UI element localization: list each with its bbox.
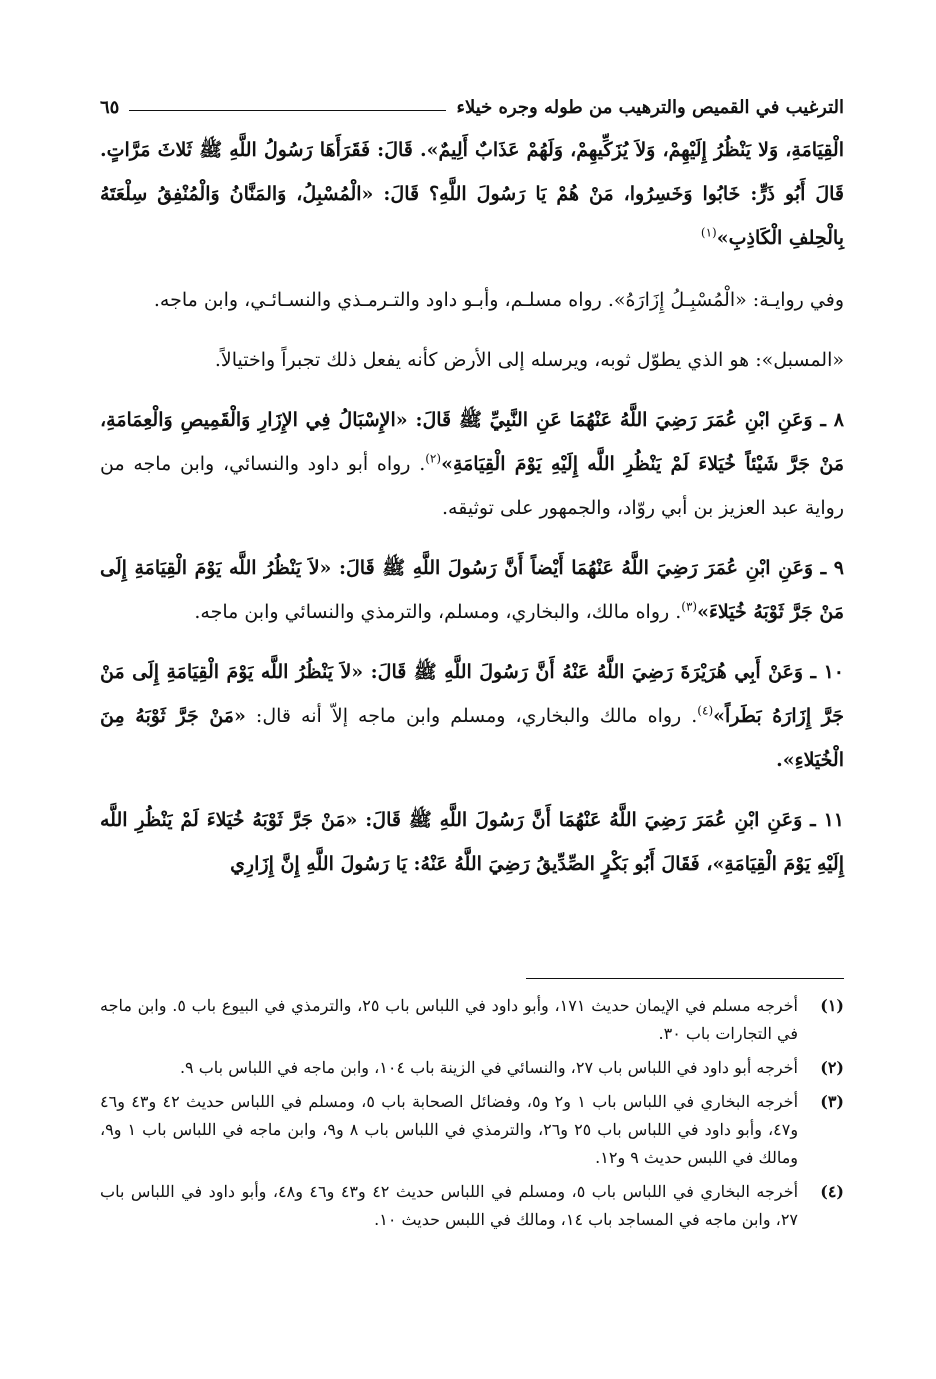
paragraph bbox=[100, 650, 844, 782]
hadith-text: ٩ ـ وَعَنِ ابْنِ عُمَرَ رَضِيَ اللَّهُ عَنْهُمَا أَيْضاً أَنَّ رَسُولَ اللَّهِ ﷺ قَالَ: «لاَ يَنْظُرُ اللَّه يَوْمَ الْقِيَامَةِ إِلَى مَنْ جَرَّ ثَوْبَهُ خُيَلاءَ» bbox=[100, 557, 844, 623]
footnote-number: (٤) bbox=[820, 1182, 844, 1201]
running-header-title: الترغيب في القميص والترهيب من طوله وجره خيلاء bbox=[456, 97, 844, 118]
footnote-text: أخرجه أبو داود في اللباس باب ٢٧، والنسائي في الزينة باب ١٠٤، وابن ماجه في اللباس باب ٩. bbox=[179, 1058, 798, 1077]
commentary-text: . رواه مالك والبخاري، ومسلم وابن ماجه إلاّ أنه قال: bbox=[245, 705, 698, 727]
hadith-text: ١١ ـ وَعَنِ ابْنِ عُمَرَ رَضِيَ اللَّهُ عَنْهُمَا أَنَّ رَسُولَ اللَّهِ ﷺ قَالَ: «مَنْ جَرَّ ثَوْبَهُ خُيَلاءَ لَمْ يَنْظُرِ اللَّه إِلَيْهِ يَوْمَ الْقِيَامَةِ»، فَقَالَ أَبُو بَكْرٍ الصِّدِّيقُ رَضِيَ اللَّهُ عَنْهُ: يَا رَسُولَ اللَّهِ إِنَّ إِزَارِي bbox=[100, 809, 844, 875]
header-rule bbox=[129, 110, 446, 111]
footnote-marker: (٤) bbox=[697, 703, 714, 718]
commentary-text: . رواه أبو داود والنسائي، وابن ماجه من رواية عبد العزيز بن أبي روّاد، والجمهور على توثيقه. bbox=[100, 453, 844, 519]
hadith-text: ١٠ ـ وَعَنْ أَبِي هُرَيْرَةَ رَضِيَ اللَّهُ عَنْهُ أَنَّ رَسُولَ اللَّهِ ﷺ قَالَ: «لاَ يَنْظُرُ اللَّه يَوْمَ الْقِيَامَةِ إِلَى مَنْ جَرَّ إِزَارَهُ بَطَراً» bbox=[100, 661, 844, 727]
page-number: ٦٥ bbox=[100, 97, 120, 118]
footnote-separator bbox=[526, 978, 844, 979]
footnote-number: (١) bbox=[820, 996, 844, 1015]
footnote bbox=[100, 992, 844, 1048]
footnote bbox=[100, 1054, 844, 1082]
running-header bbox=[100, 84, 844, 118]
footnote bbox=[100, 1178, 844, 1234]
commentary-text: «المسبل»: هو الذي يطوّل ثوبه، ويرسله إلى الأرض كأنه يفعل ذلك تجبراً واختيالاً. bbox=[214, 349, 844, 371]
commentary-text: وفي روايـة: «الْمُسْبِـلُ إِزَارَهُ». رواه مسلـم، وأبـو داود والتـرمـذي والنسـائـي، وابن ماجه. bbox=[153, 289, 844, 311]
footnote-marker: (١) bbox=[700, 225, 717, 240]
hadith-text: الْقِيَامَةِ، وَلا يَنْظُرُ إِلَيْهِمْ، وَلاَ يُزَكِّيهِمْ، وَلَهُمْ عَذَابٌ أَلِيمٌ». قَالَ: فَقَرَأَهَا رَسُولُ اللَّهِ ﷺ ثَلاثَ مَرَّاتٍ. قَالَ أَبُو ذَرٍّ: خَابُوا وَخَسِرُوا، مَنْ هُمْ يَا رَسُولَ اللَّهِ؟ قَالَ: «الْمُسْبِلُ، وَالمَنَّانُ وَالْمُنْفِقُ سِلْعَتَهُ بِالْحِلفِ الْكَاذِبِ» bbox=[100, 139, 844, 249]
paragraph bbox=[100, 278, 844, 322]
paragraph bbox=[100, 546, 844, 634]
footnote-text: أخرجه مسلم في الإيمان حديث ١٧١، وأبو داود في اللباس باب ٢٥، والترمذي في البيوع باب ٥. وابن ماجه في التجارات باب ٣٠. bbox=[100, 996, 798, 1043]
paragraph bbox=[100, 398, 844, 530]
commentary-text: . رواه مالك، والبخاري، ومسلم، والترمذي والنسائي وابن ماجه. bbox=[194, 601, 682, 623]
footnote-marker: (٣) bbox=[681, 599, 698, 614]
paragraph bbox=[100, 338, 844, 382]
paragraph bbox=[100, 798, 844, 886]
footnote bbox=[100, 1088, 844, 1172]
footnotes bbox=[100, 992, 844, 1240]
footnote-number: (٢) bbox=[820, 1058, 844, 1077]
footnote-text: أخرجه البخاري في اللباس باب ٥، ومسلم في اللباس حديث ٤٢ و٤٣ و٤٦ و٤٨، وأبو داود في اللباس باب ٢٧، وابن ماجه في المساجد باب ١٤، ومالك في اللبس حديث ١٠. bbox=[100, 1182, 799, 1229]
hadith-text: «مَنْ جَرَّ ثَوْبَهُ مِنَ الْخُيَلاءِ». bbox=[100, 705, 844, 771]
footnote-text: أخرجه البخاري في اللباس باب ١ و٢ و٥، وفضائل الصحابة باب ٥، ومسلم في اللباس حديث ٤٢ و٤٣ و٤٦ و٤٧، وأبو داود في اللباس باب ٢٥ و٢٦، والترمذي في اللباس باب ٨ و٩، وابن ماجه في اللباس باب ١ و٩، ومالك في اللبس حديث ٩ و١٢. bbox=[100, 1092, 799, 1167]
main-text bbox=[100, 128, 844, 902]
footnote-number: (٣) bbox=[820, 1092, 844, 1111]
hadith-text: ٨ ـ وَعَنِ ابْنِ عُمَرَ رَضِيَ اللَّهُ عَنْهُمَا عَنِ النَّبِيِّ ﷺ قَالَ: «الإِسْبَالُ فِي الإِزَارِ وَالْقَمِيصِ وَالْعِمَامَةِ، مَنْ جَرَّ شَيْئاً خُيَلاءَ لَمْ يَنْظُرِ اللَّه إِلَيْهِ يَوْمَ الْقِيَامَةِ» bbox=[100, 409, 844, 475]
paragraph bbox=[100, 128, 844, 260]
footnote-marker: (٢) bbox=[425, 451, 442, 466]
